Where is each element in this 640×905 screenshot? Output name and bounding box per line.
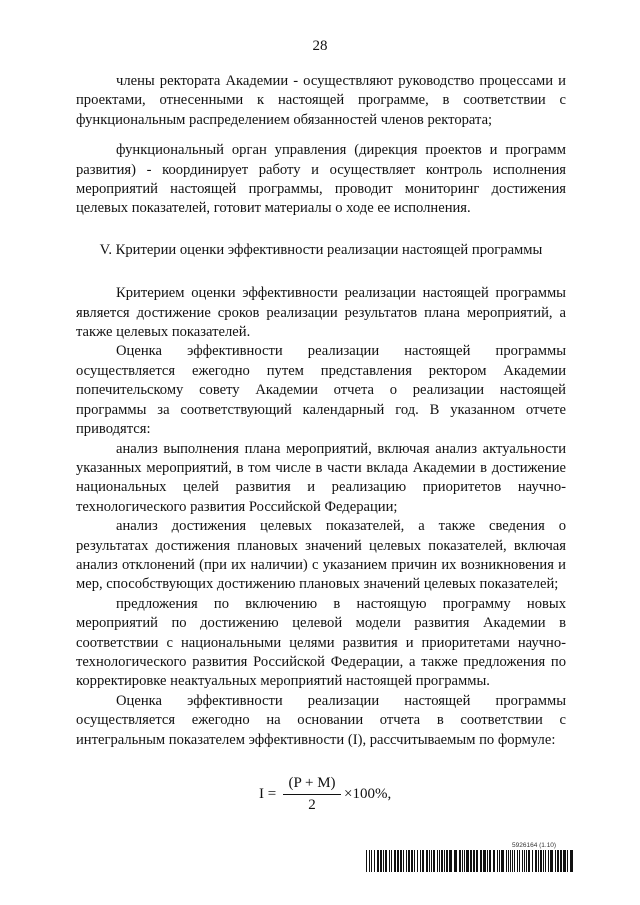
paragraph-rectorate: члены ректората Академии - осуществляют руководство процессами и проектами, отнесенными к настоящей программе, в соответствии с функциональным распределением обязанностей членов ректората;	[76, 73, 566, 128]
paragraph-analysis-targets: анализ достижения целевых показателей, а также сведения о результатах достижения плановых значений целевых показателей, включая анализ отклонений (при их наличии) с указанием причин их возникновения и мер, способствующих достижению плановых значений целевых показателей;	[76, 518, 566, 593]
formula-lhs: I =	[259, 786, 277, 802]
formula	[76, 774, 566, 816]
formula-numerator: (P + M)	[283, 774, 341, 795]
document-code: 5926164 (1.10)	[512, 842, 557, 849]
paragraph-functional-body: функциональный орган управления (дирекция проектов и программ развития) - координирует работу и осуществляет контроль исполнения мероприятий настоящей программы, проводит мониторинг достижения целевых показателей, готовит материалы о ходе ее исполнения.	[76, 142, 566, 217]
formula-fraction	[283, 774, 341, 816]
paragraph-criterion: Критерием оценки эффективности реализации настоящей программы является достижение сроков реализации результатов плана мероприятий, а также целевых показателей.	[76, 285, 566, 341]
paragraph-integral-indicator: Оценка эффективности реализации настоящей программы осуществляется ежегодно на основании отчета в соответствии с интегральным показателем эффективности (I), рассчитываемым по формуле:	[76, 692, 566, 748]
paragraph-proposals: предложения по включению в настоящую программу новых мероприятий по достижению целевой модели развития Академии в соответствии с национальными целями развития и приоритетами научно-технологического развития Российской Федерации, а также предложения по корректировке неактуальных мероприятий настоящей программы.	[76, 595, 566, 690]
page-number: 28	[312, 38, 328, 54]
section-heading: V. Критерии оценки эффективности реализации настоящей программы	[99, 241, 543, 258]
formula-rhs: ×100%,	[344, 786, 392, 802]
formula-denominator: 2	[308, 797, 316, 814]
paragraph-analysis-plan: анализ выполнения плана мероприятий, включая анализ актуальности указанных мероприятий, в том числе в части вклада Академии в достижение национальных целей развития и реализацию приоритетов научно-технологического развития Российской Федерации;	[76, 440, 566, 515]
document-body	[76, 72, 566, 816]
paragraph-assessment: Оценка эффективности реализации настоящей программы осуществляется ежегодно путем представления ректором Академии попечительскому совету Академии отчета о реализации настоящей программы за соответствующий календарный год. В указанном отчете приводятся:	[76, 343, 566, 438]
barcode	[366, 850, 576, 872]
